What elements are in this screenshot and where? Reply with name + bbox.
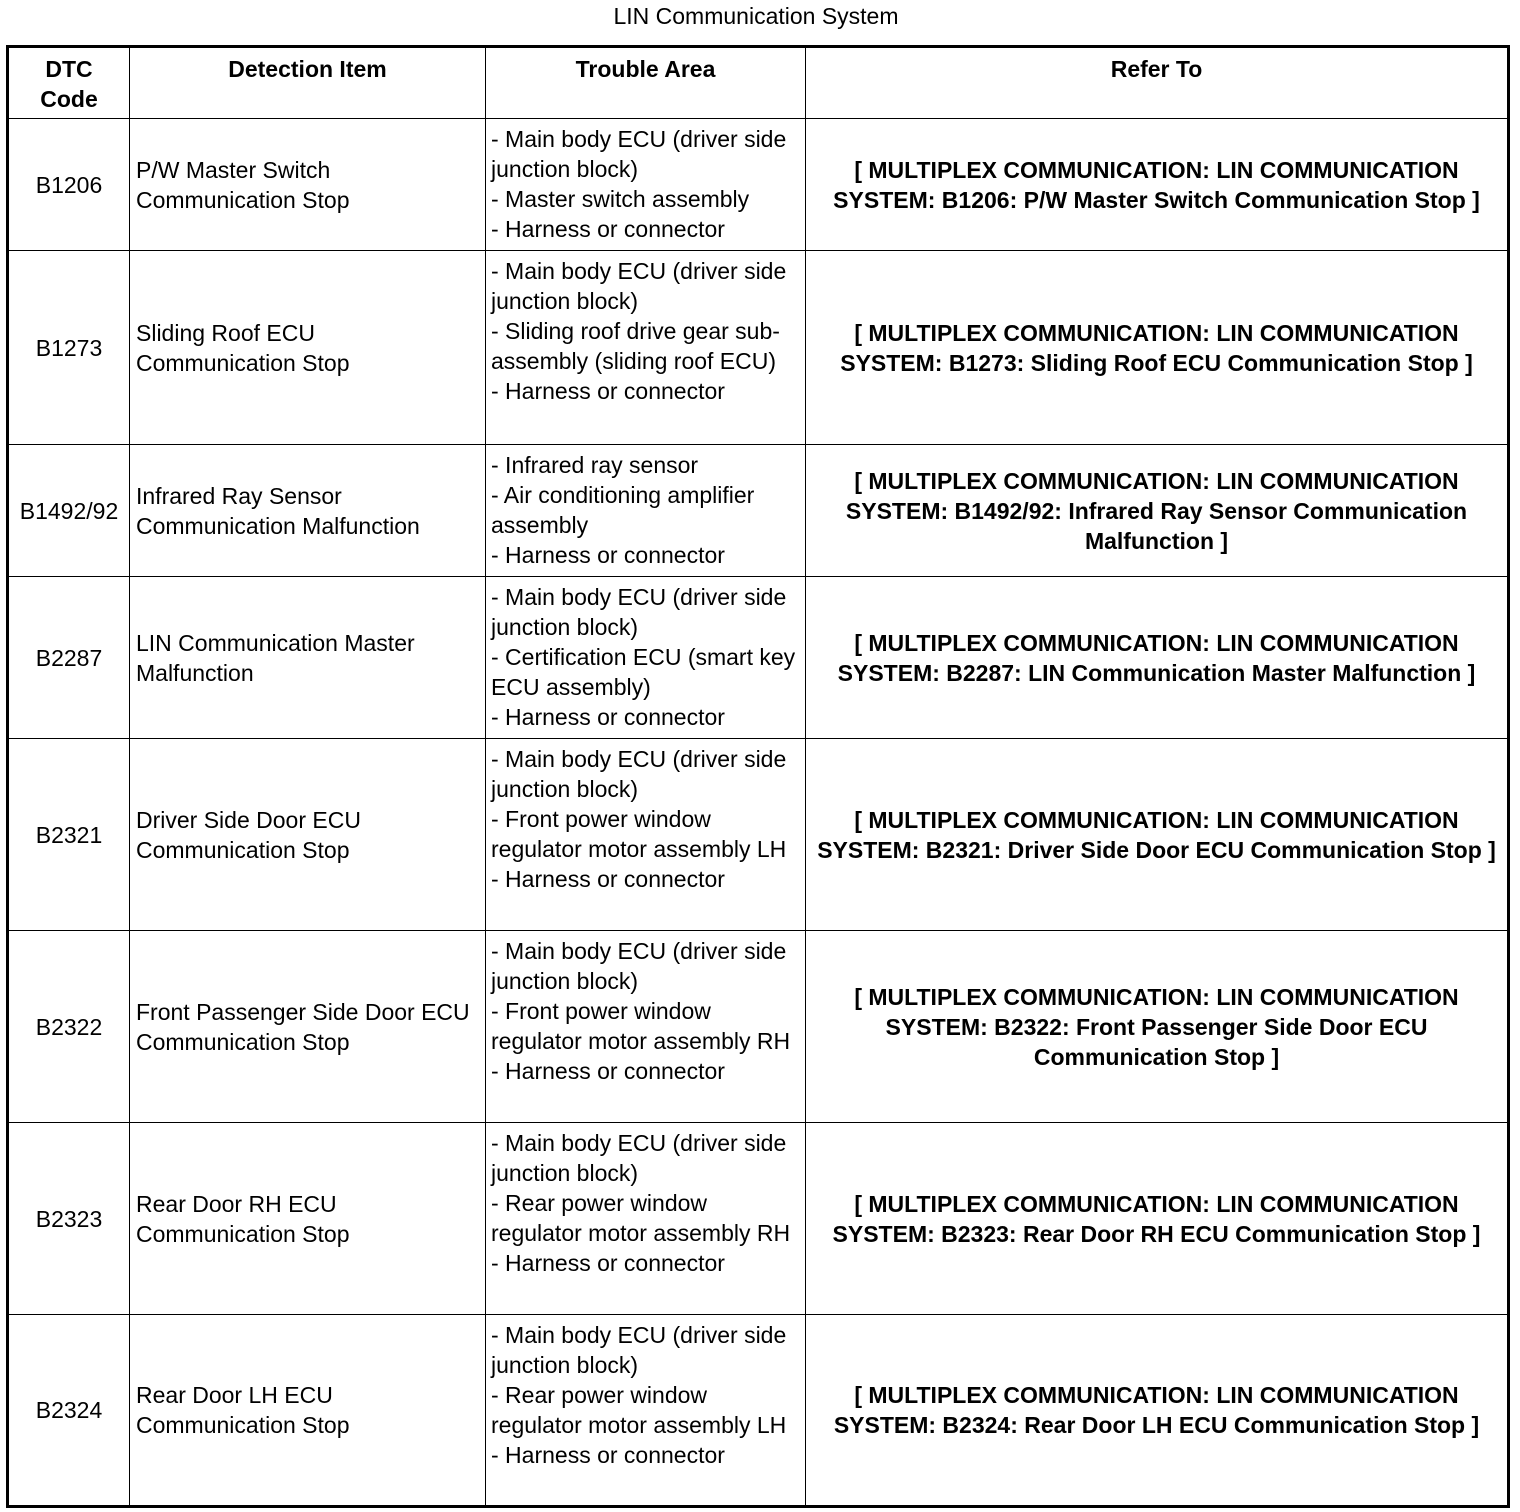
- trouble-area-cell: [486, 445, 806, 577]
- trouble-area-line: - Harness or connector: [491, 1058, 725, 1084]
- table-row: [8, 251, 1509, 445]
- header-refer-to: Refer To: [806, 47, 1509, 119]
- trouble-area-line: - Harness or connector: [491, 866, 725, 892]
- trouble-area-line: - Rear power window regulator motor assembly RH: [491, 1190, 791, 1246]
- detection-item-cell: Rear Door RH ECU Communication Stop: [130, 1123, 486, 1315]
- dtc-code-cell: B2322: [8, 931, 130, 1123]
- trouble-area-line: - Main body ECU (driver side junction block): [491, 1322, 787, 1378]
- trouble-area-line: - Air conditioning amplifier assembly: [491, 482, 755, 538]
- table-header-row: [8, 47, 1509, 119]
- trouble-area-line: - Main body ECU (driver side junction block): [491, 746, 787, 802]
- refer-to-cell: [ MULTIPLEX COMMUNICATION: LIN COMMUNICATION SYSTEM: B2322: Front Passenger Side Door ECU Communication Stop ]: [806, 931, 1509, 1123]
- table-row: [8, 931, 1509, 1123]
- trouble-area-line: - Sliding roof drive gear sub-assembly (sliding roof ECU): [491, 318, 780, 374]
- trouble-area-line: - Main body ECU (driver side junction block): [491, 1130, 787, 1186]
- table-caption: LIN Communication System: [613, 3, 899, 29]
- trouble-area-cell: [486, 1123, 806, 1315]
- trouble-area-line: - Infrared ray sensor: [491, 452, 699, 478]
- header-trouble-area: Trouble Area: [486, 47, 806, 119]
- detection-item-cell: P/W Master Switch Communication Stop: [130, 119, 486, 251]
- table-row: [8, 577, 1509, 739]
- table-row: [8, 119, 1509, 251]
- trouble-area-line: - Certification ECU (smart key ECU assembly): [491, 644, 796, 700]
- trouble-area-line: - Front power window regulator motor assembly LH: [491, 806, 787, 862]
- trouble-area-line: - Harness or connector: [491, 704, 725, 730]
- trouble-area-line: - Main body ECU (driver side junction block): [491, 584, 787, 640]
- table-row: [8, 445, 1509, 577]
- refer-to-cell: [ MULTIPLEX COMMUNICATION: LIN COMMUNICATION SYSTEM: B2323: Rear Door RH ECU Communication Stop ]: [806, 1123, 1509, 1315]
- dtc-table: [6, 45, 1510, 1508]
- detection-item-cell: Front Passenger Side Door ECU Communication Stop: [130, 931, 486, 1123]
- refer-to-cell: [ MULTIPLEX COMMUNICATION: LIN COMMUNICATION SYSTEM: B2287: LIN Communication Master Malfunction ]: [806, 577, 1509, 739]
- dtc-code-cell: B1273: [8, 251, 130, 445]
- table-row: [8, 739, 1509, 931]
- trouble-area-cell: [486, 119, 806, 251]
- detection-item-cell: LIN Communication Master Malfunction: [130, 577, 486, 739]
- detection-item-cell: Rear Door LH ECU Communication Stop: [130, 1315, 486, 1507]
- trouble-area-cell: [486, 1315, 806, 1507]
- detection-item-cell: Infrared Ray Sensor Communication Malfunction: [130, 445, 486, 577]
- trouble-area-line: - Harness or connector: [491, 1250, 725, 1276]
- dtc-code-cell: B1206: [8, 119, 130, 251]
- refer-to-cell: [ MULTIPLEX COMMUNICATION: LIN COMMUNICATION SYSTEM: B1492/92: Infrared Ray Sensor Communication Malfunction ]: [806, 445, 1509, 577]
- trouble-area-cell: [486, 931, 806, 1123]
- dtc-code-cell: B2321: [8, 739, 130, 931]
- refer-to-cell: [ MULTIPLEX COMMUNICATION: LIN COMMUNICATION SYSTEM: B1273: Sliding Roof ECU Communication Stop ]: [806, 251, 1509, 445]
- detection-item-cell: Sliding Roof ECU Communication Stop: [130, 251, 486, 445]
- trouble-area-line: - Main body ECU (driver side junction block): [491, 126, 787, 182]
- trouble-area-line: - Main body ECU (driver side junction block): [491, 938, 787, 994]
- dtc-code-cell: B2323: [8, 1123, 130, 1315]
- trouble-area-line: - Harness or connector: [491, 378, 725, 404]
- trouble-area-line: - Master switch assembly: [491, 186, 750, 212]
- header-detection-item: Detection Item: [130, 47, 486, 119]
- trouble-area-line: - Harness or connector: [491, 542, 725, 568]
- trouble-area-cell: [486, 251, 806, 445]
- refer-to-cell: [ MULTIPLEX COMMUNICATION: LIN COMMUNICATION SYSTEM: B2321: Driver Side Door ECU Communication Stop ]: [806, 739, 1509, 931]
- detection-item-cell: Driver Side Door ECU Communication Stop: [130, 739, 486, 931]
- trouble-area-cell: [486, 577, 806, 739]
- dtc-code-cell: B2287: [8, 577, 130, 739]
- trouble-area-line: - Harness or connector: [491, 216, 725, 242]
- table-row: [8, 1123, 1509, 1315]
- header-dtc-code: DTC Code: [8, 47, 130, 119]
- refer-to-cell: [ MULTIPLEX COMMUNICATION: LIN COMMUNICATION SYSTEM: B1206: P/W Master Switch Communication Stop ]: [806, 119, 1509, 251]
- dtc-code-cell: B2324: [8, 1315, 130, 1507]
- dtc-code-cell: B1492/92: [8, 445, 130, 577]
- refer-to-cell: [ MULTIPLEX COMMUNICATION: LIN COMMUNICATION SYSTEM: B2324: Rear Door LH ECU Communication Stop ]: [806, 1315, 1509, 1507]
- trouble-area-line: - Front power window regulator motor assembly RH: [491, 998, 791, 1054]
- table-row: [8, 1315, 1509, 1507]
- trouble-area-line: - Harness or connector: [491, 1442, 725, 1468]
- table-body: [8, 119, 1509, 1507]
- trouble-area-line: - Rear power window regulator motor assembly LH: [491, 1382, 787, 1438]
- trouble-area-line: - Main body ECU (driver side junction block): [491, 258, 787, 314]
- trouble-area-cell: [486, 739, 806, 931]
